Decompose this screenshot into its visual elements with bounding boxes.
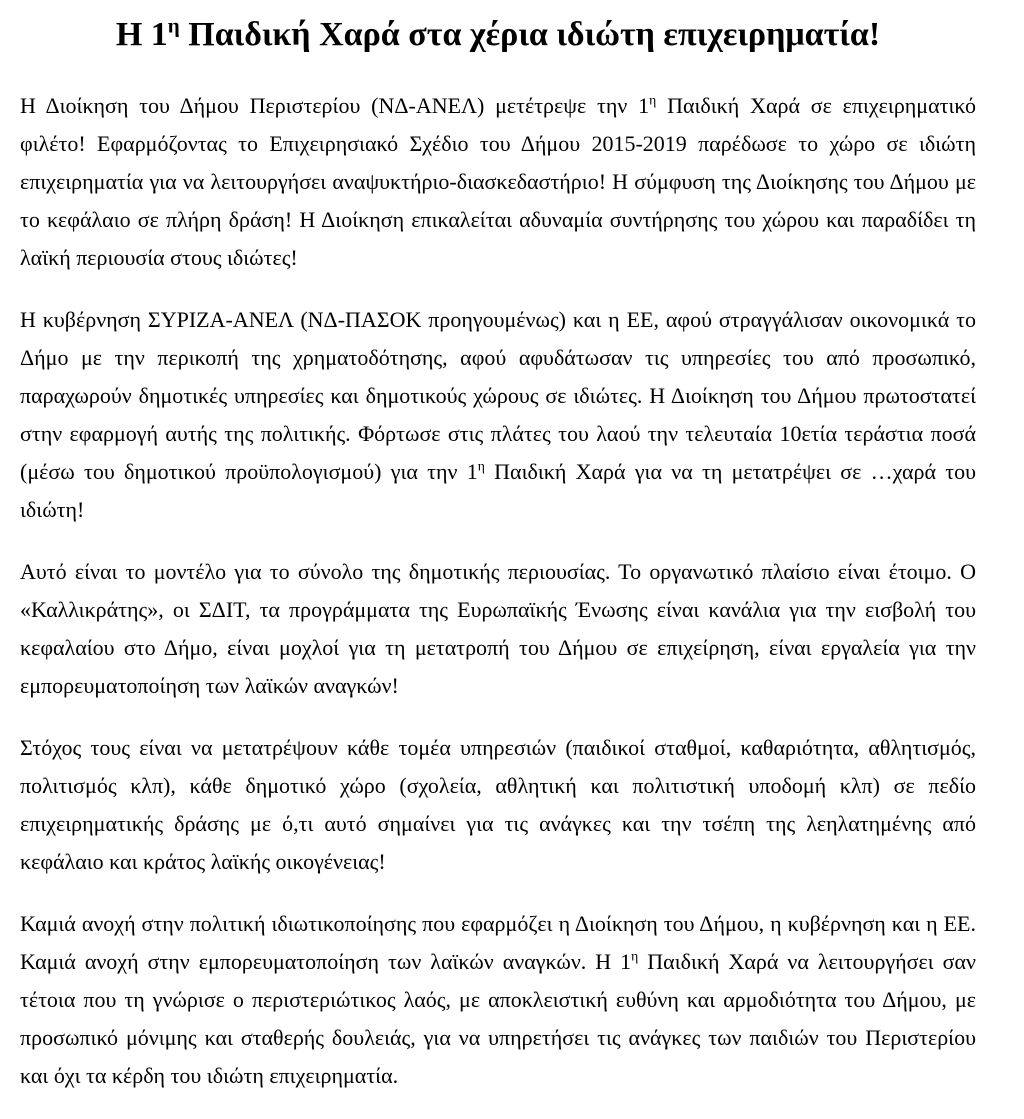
title-ordinal-superscript: η xyxy=(167,13,180,38)
text-segment: Παιδική Χαρά να λειτουργήσει σαν τέτοια που τη γνώρισε ο περιστεριώτικος λαός, με αποκλειστική ευθύνη και αρμοδιότητα του Δήμου, με προσωπικό μόνιμης και σταθερής δουλειάς, για να υπηρετήσει τις ανάγκες των παιδιών του Περιστερίου και όχι τα κέρδη του ιδιώτη επιχειρηματία. xyxy=(20,948,976,1088)
title-segment: Παιδική Χαρά στα χέρια ιδιώτη επιχειρηματία! xyxy=(179,16,881,53)
document-title xyxy=(20,14,976,57)
paragraph-1 xyxy=(20,87,976,277)
title-segment: Η 1 xyxy=(115,16,168,53)
ordinal-superscript: η xyxy=(631,948,639,964)
text-segment: Παιδική Χαρά σε επιχειρηματικό φιλέτο! Εφαρμόζοντας το Επιχειρησιακό Σχέδιο του Δήμου 2015-2019 παρέδωσε το χώρο σε ιδιώτη επιχειρηματία για να λειτουργήσει αναψυκτήριο-διασκεδαστήριο! Η σύμφυση της Διοίκησης του Δήμου με το κεφάλαιο σε πλήρη δράση! Η Διοίκηση επικαλείται αδυναμία συντήρησης του χώρου και παραδίδει τη λαϊκή περιουσία στους ιδιώτες! xyxy=(20,92,976,270)
text-segment: Στόχος τους είναι να μετατρέψουν κάθε τομέα υπηρεσιών (παιδικοί σταθμοί, καθαριότητα, αθλητισμός, πολιτισμός κλπ), κάθε δημοτικό χώρο (σχολεία, αθλητική και πολιτιστική υποδομή κλπ) σε πεδίο επιχειρηματικής δράσης με ό,τι αυτό σημαίνει για τις ανάγκες και την τσέπη της λεηλατημένης από κεφάλαιο και κράτος λαϊκής οικογένειας! xyxy=(20,734,976,874)
text-segment: Αυτό είναι το μοντέλο για το σύνολο της δημοτικής περιουσίας. Το οργανωτικό πλαίσιο είναι έτοιμο. Ο «Καλλικράτης», οι ΣΔΙΤ, τα προγράμματα της Ευρωπαϊκής Ένωσης είναι κανάλια για την εισβολή του κεφαλαίου στο Δήμο, είναι μοχλοί για τη μετατροπή του Δήμου σε επιχείρηση, είναι εργαλεία για την εμπορευματοποίηση των λαϊκών αναγκών! xyxy=(20,558,976,698)
ordinal-superscript: η xyxy=(477,458,485,474)
paragraph-4 xyxy=(20,729,976,881)
text-segment: Η Διοίκηση του Δήμου Περιστερίου (ΝΔ-ΑΝΕΛ) μετέτρεψε την 1 xyxy=(20,92,650,118)
paragraph-2 xyxy=(20,301,976,529)
paragraph-3 xyxy=(20,553,976,705)
text-segment: Η κυβέρνηση ΣΥΡΙΖΑ-ΑΝΕΛ (ΝΔ-ΠΑΣΟΚ προηγουμένως) και η ΕΕ, αφού στραγγάλισαν οικονομικά το Δήμο με την περικοπή της χρηματοδότησης, αφού αφυδάτωσαν τις υπηρεσίες του από προσωπικό, παραχωρούν δημοτικές υπηρεσίες και δημοτικούς χώρους σε ιδιώτες. Η Διοίκηση του Δήμου πρωτοστατεί στην εφαρμογή αυτής της πολιτικής. Φόρτωσε στις πλάτες του λαού την τελευταία 10ετία τεράστια ποσά (μέσω του δημοτικού προϋπολογισμού) για την 1 xyxy=(20,306,976,484)
paragraph-5 xyxy=(20,905,976,1095)
text-segment: Παιδική Χαρά για να τη μετατρέψει σε …χαρά του ιδιώτη! xyxy=(20,458,976,522)
ordinal-superscript: η xyxy=(649,92,657,108)
text-segment: Καμιά ανοχή στην πολιτική ιδιωτικοποίησης που εφαρμόζει η Διοίκηση του Δήμου, η κυβέρνηση και η ΕΕ. Καμιά ανοχή στην εμπορευματοποίηση των λαϊκών αναγκών. Η 1 xyxy=(20,910,976,974)
